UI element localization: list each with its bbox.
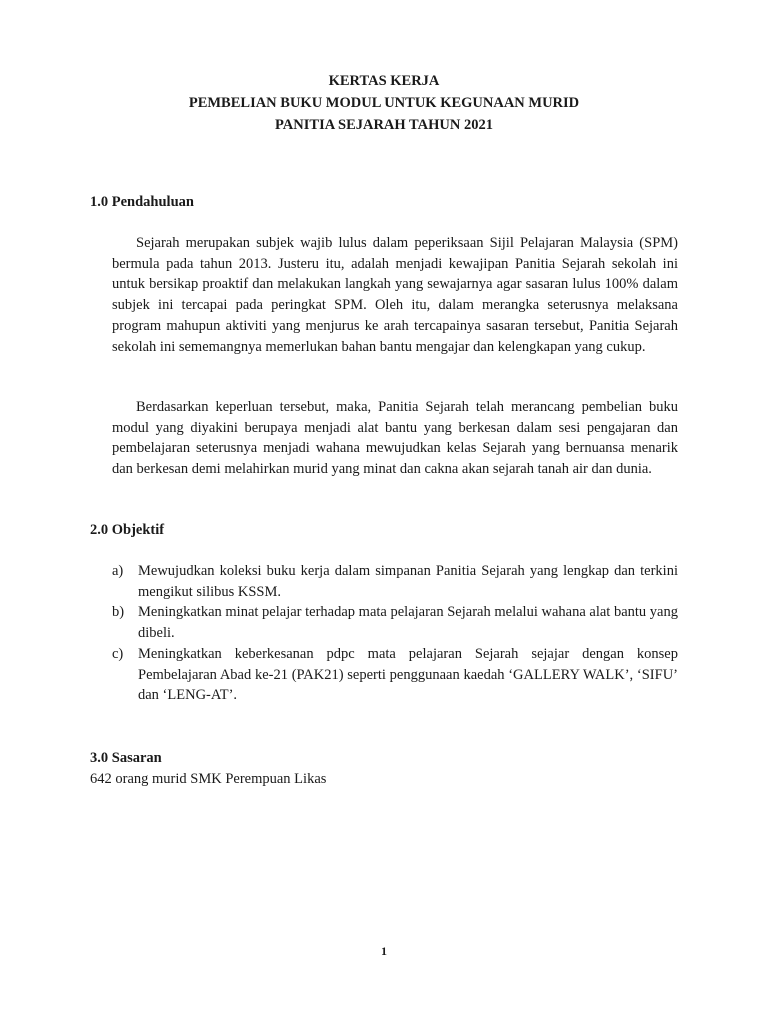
list-item-text: Meningkatkan minat pelajar terhadap mata pelajaran Sejarah melalui wahana alat bantu yang dibeli. xyxy=(138,604,678,642)
list-item xyxy=(112,602,678,643)
list-item-text: Meningkatkan keberkesanan pdpc mata pelajaran Sejarah sejajar dengan konsep Pembelajaran Abad ke-21 (PAK21) seperti penggunaan kaedah ‘GALLERY WALK’, ‘SIFU’ dan ‘LENG-AT’. xyxy=(138,645,678,704)
target-heading: 3.0 Sasaran xyxy=(90,750,162,766)
objectives-heading: 2.0 Objektif xyxy=(90,522,165,538)
objectives-list xyxy=(112,561,678,706)
list-item xyxy=(112,644,678,706)
target-text: 642 orang murid SMK Perempuan Likas xyxy=(90,771,327,787)
list-item xyxy=(112,561,678,602)
list-item-marker: c) xyxy=(112,645,124,662)
intro-heading: 1.0 Pendahuluan xyxy=(90,194,194,210)
list-item-marker: b) xyxy=(112,604,125,621)
list-item-marker: a) xyxy=(112,563,124,579)
document-title xyxy=(0,70,768,136)
title-line-3: PANITIA SEJARAH TAHUN 2021 xyxy=(275,117,493,133)
page-number: 1 xyxy=(381,944,387,958)
list-item-text: Mewujudkan koleksi buku kerja dalam simpanan Panitia Sejarah yang lengkap dan terkini mengikut silibus KSSM. xyxy=(138,563,678,600)
intro-paragraph-1: Sejarah merupakan subjek wajib lulus dalam peperiksaan Sijil Pelajaran Malaysia (SPM) bermula pada tahun 2013. Justeru itu, adalah menjadi kewajipan Panitia Sejarah sekolah ini untuk bersikap proaktif dan melakukan langkah yang sewajarnya agar sasaran lulus 100% dalam subjek ini tercapai pada peringkat SPM. Oleh itu, dalam merangka seterusnya melaksana program mahupun aktiviti yang menjurus ke arah tercapainya sasaran tersebut, Panitia Sejarah sekolah ini sememangnya memerlukan bahan bantu mengajar dan kelengkapan yang cukup. xyxy=(112,235,678,355)
intro-paragraph-2: Berdasarkan keperluan tersebut, maka, Panitia Sejarah telah merancang pembelian buku modul yang diyakini berupaya menjadi alat bantu yang berkesan dalam sesi pengajaran dan pembelajaran seterusnya menjadi wahana mewujudkan kelas Sejarah yang bernuansa menarik dan berkesan demi melahirkan murid yang minat dan cakna akan sejarah tanah air dan dunia. xyxy=(112,399,678,478)
title-line-1: KERTAS KERJA xyxy=(328,73,440,89)
title-line-2: PEMBELIAN BUKU MODUL UNTUK KEGUNAAN MURID xyxy=(188,95,580,111)
